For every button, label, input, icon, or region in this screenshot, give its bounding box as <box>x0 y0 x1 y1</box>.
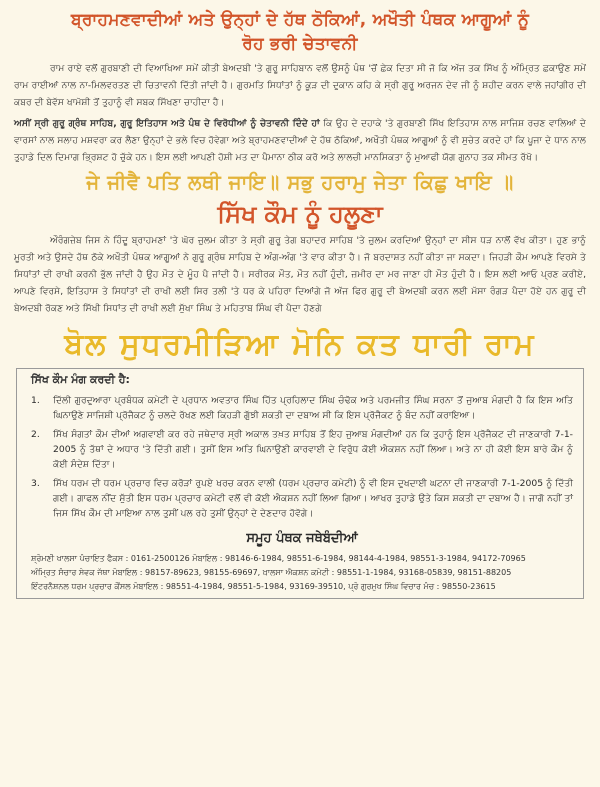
demand-text: ਸਿੱਖ ਸੰਗਤਾਂ ਕੌਮ ਦੀਆਂ ਅਗਵਾਈ ਕਰ ਰਹੇ ਜਥੇਦਾਰ ਸ੍ਰੀ ਅਕਾਲ ਤਖ਼ਤ ਸਾਹਿਬ ਤੋਂ ਇਹ ਜੁਆਬ ਮੰਗਦੀਆਂ ਹਨ ਕਿ ਤੁਹਾਨੂੰ ਇਸ ਪ੍ਰੋਜੈਕਟ ਦੀ ਜਾਣਕਾਰੀ 7-1-2005 ਨੂੰ ਤੱਥਾਂ ਦੇ ਅਧਾਰ 'ਤੇ ਦਿੱਤੀ ਗਈ। ਤੁਸੀਂ ਇਸ ਅਤਿ ਘਿਨਾਉਣੀ ਕਾਰਵਾਈ ਦੇ ਵਿਰੁੱਧ ਕੋਈ ਐਕਸ਼ਨ ਨਹੀਂ ਲਿਆ। ਅਤੇ ਨਾ ਹੀ ਕੋਈ ਇਸ ਬਾਰੇ ਕੌਮ ਨੂੰ ਕੋਈ ਸੰਦੇਸ਼ ਦਿੱਤਾ। <box>53 429 573 470</box>
contact-line: ਸ਼੍ਰੋਮਣੀ ਖਾਲਸਾ ਪੰਚਾਇਤ ਫੈਕਸ : 0161-2500126 ਮੋਬਾਇਲ : 98146-6-1984, 98551-6-1984, 98144-4-1984, 98551-3-1984, 94172-70965 <box>31 554 526 563</box>
demand-text: ਸਿੱਖ ਧਰਮ ਦੀ ਧਰਮ ਪ੍ਰਚਾਰ ਵਿਚ ਕਰੋੜਾਂ ਰੁਪਏ ਖਰਚ ਕਰਨ ਵਾਲੀ (ਧਰਮ ਪ੍ਰਚਾਰ ਕਮੇਟੀ) ਨੂੰ ਵੀ ਇਸ ਦੁਖਦਾਈ ਘਟਨਾ ਦੀ ਜਾਣਕਾਰੀ 7-1-2005 ਨੂੰ ਦਿੱਤੀ ਗਈ। ਗਾਫਲ ਨੀਂਦ ਸੁੱਤੀ ਇਸ ਧਰਮ ਪ੍ਰਚਾਰ ਕਮੇਟੀ ਵਲੋਂ ਵੀ ਕੋਈ ਐਕਸ਼ਨ ਨਹੀਂ ਲਿਆ ਗਿਆ। ਆਖਰ ਤੁਹਾਡੇ ਉਤੇ ਕਿਸ ਸ਼ਕਤੀ ਦਾ ਦਬਾਅ ਹੈ। ਜਾਗੋ ਨਹੀਂ ਤਾਂ ਜਿਸ ਸਿੱਖ ਕੌਮ ਦੀ ਮਾਇਆ ਨਾਲ ਤੁਸੀਂ ਪਲ ਰਹੇ ਤੁਸੀਂ ਉਨ੍ਹਾਂ ਦੇ ਦੇਣਦਾਰ ਹੋਵੋਗੇ। <box>53 478 573 519</box>
signatory: ਸਮੂਹ ਪੰਥਕ ਜਥੇਬੰਦੀਆਂ <box>246 531 358 546</box>
demands-box <box>16 368 584 599</box>
intro-p2-bold: ਅਸੀਂ ਸ੍ਰੀ ਗੁਰੂ ਗ੍ਰੰਥ ਸਾਹਿਬ, ਗੁਰੂ ਇਤਿਹਾਸ ਅਤੇ ਪੰਥ ਦੇ ਵਿਰੋਧੀਆਂ ਨੂੰ ਚੇਤਾਵਨੀ ਦਿੰਦੇ ਹਾਂ <box>14 118 320 129</box>
demands-title: ਸਿੱਖ ਕੌਮ ਮੰਗ ਕਰਦੀ ਹੈ: <box>31 373 130 386</box>
demand-item <box>31 427 573 472</box>
intro-paragraph-2 <box>14 115 586 166</box>
contacts-list <box>31 552 573 594</box>
demand-number: 3. <box>31 478 40 489</box>
title-line-1: ਬ੍ਰਾਹਮਣਵਾਦੀਆਂ ਅਤੇ ਉਨ੍ਹਾਂ ਦੇ ਹੱਥ ਠੋਕਿਆਂ, ਅਖੌਤੀ ਪੰਥਕ ਆਗੂਆਂ ਨੂੰ <box>70 10 530 30</box>
contact-line: ਇੰਟਰਨੈਸ਼ਨਲ ਧਰਮ ਪ੍ਰਚਾਰ ਕੌਂਸਲ ਮੋਬਾਇਲ : 98551-4-1984, 98551-5-1984, 93169-39510, ਪ੍ਰੋ ਗੁਰਮੁਖ ਸਿੰਘ ਵਿਚਾਰ ਮੰਚ : 98550-23615 <box>31 582 496 591</box>
demand-number: 1. <box>31 395 40 406</box>
slogan-banner: ਬੋਲ ਸੁਧਰਮੀੜਿਆ ਮੋਨਿ ਕਤ ਧਾਰੀ ਰਾਮ <box>64 327 536 362</box>
contact-line: ਅੰਮ੍ਰਿਤ ਸੰਚਾਰ ਸੇਵਕ ਜੱਥਾ ਮੋਬਾਇਲ : 98157-89623, 98155-69697, ਖ਼ਾਲਸਾ ਐਕਸ਼ਨ ਕਮੇਟੀ : 98551-1-1984, 93168-05839, 98151-88205 <box>31 568 512 577</box>
intro-p2-rest: ਕਿ ਉਹ ਦੇ ਦਹਾਕੇ 'ਤੇ ਗੁਰਬਾਣੀ ਸਿੱਖ ਇਤਿਹਾਸ ਨਾਲ ਸਾਜਿਸ਼ ਰਚਣ ਵਾਲਿਆਂ ਦੇ ਵਾਰਸਾਂ ਨਾਲ ਸਲਾਹ ਮਸ਼ਵਰਾ ਕਰ ਲੈਣਾ ਉਨ੍ਹਾਂ ਦੇ ਭਲੇ ਵਿਚ ਹੋਵੇਗਾ ਅਤੇ ਬ੍ਰਾਹਮਣਵਾਦੀਆਂ ਦੇ ਹੱਥ ਠੋਕਿਆਂ, ਅਖੌਤੀ ਪੰਥਕ ਆਗੂਆਂ ਨੂੰ ਵੀ ਸੁਚੇਤ ਕਰਦੇ ਹਾਂ ਕਿ ਪੂਜਾ ਦੇ ਧਾਨ ਨਾਲ ਤੁਹਾਡੇ ਦਿਲ ਦਿਮਾਗ ਭ੍ਰਿਸ਼ਟ ਹੋ ਚੁੱਕੇ ਹਨ। ਇਸ ਲਈ ਆਪਣੀ ਹੋਸ਼ੀ ਮਤ ਦਾ ਪੈਮਾਨਾ ਠੀਕ ਕਰੋ ਅਤੇ ਲਾਲਚੀ ਮਾਨਸਿਕਤਾ ਨੂੰ ਮੁਆਫੀ ਯੋਗ ਗੁਨਾਹ ਤਕ ਸੀਮਤ ਰੱਖੋ। <box>14 118 586 163</box>
title-line-2: ਰੋਹ ਭਰੀ ਚੇਤਾਵਨੀ <box>242 34 358 54</box>
gurbani-verse: ਜੇ ਜੀਵੈ ਪਤਿ ਲਥੀ ਜਾਇ॥ ਸਭੁ ਹਰਾਮੁ ਜੇਤਾ ਕਿਛੁ ਖਾਇ ॥ <box>86 170 514 194</box>
body-paragraph: ਔਰੰਗਜ਼ੇਬ ਜਿਸ ਨੇ ਹਿੰਦੂ ਬ੍ਰਾਹਮਣਾਂ 'ਤੇ ਘੋਰ ਜ਼ੁਲਮ ਕੀਤਾ ਤੇ ਸ੍ਰੀ ਗੁਰੂ ਤੇਗ ਬਹਾਦਰ ਸਾਹਿਬ 'ਤੇ ਜ਼ੁਲਮ ਕਰਦਿਆਂ ਉਨ੍ਹਾਂ ਦਾ ਸੀਸ ਧੜ ਨਾਲੋਂ ਵੱਖ ਕੀਤਾ। ਹੁਣ ਭਾਨੂੰ ਮੂਰਤੀ ਅਤੇ ਉਸਦੇ ਹੱਥ ਠੋਕੇ ਅਖੌਤੀ ਪੰਥਕ ਆਗੂਆਂ ਨੇ ਗੁਰੂ ਗ੍ਰੰਥ ਸਾਹਿਬ ਦੇ ਅੰਗ-ਅੰਗ 'ਤੇ ਵਾਰ ਕੀਤਾ ਹੈ। ਜੋ ਬਰਦਾਸ਼ਤ ਨਹੀਂ ਕੀਤਾ ਜਾ ਸਕਦਾ। ਜਿਹੜੀ ਕੌਮ ਆਪਣੇ ਵਿਰਸੇ ਤੇ ਸਿਧਾਂਤਾਂ ਦੀ ਰਾਖੀ ਕਰਨੀ ਭੁੱਲ ਜਾਂਦੀ ਹੈ ਉਹ ਮੌਤ ਦੇ ਮੂੰਹ ਪੈ ਜਾਂਦੀ ਹੈ। ਸਰੀਰਕ ਮੌਤ, ਮੌਤ ਨਹੀਂ ਹੁੰਦੀ, ਜ਼ਮੀਰ ਦਾ ਮਰ ਜਾਣਾ ਹੀ ਮੌਤ ਹੁੰਦੀ ਹੈ। ਇਸ ਲਈ ਆਓ ਪ੍ਰਣ ਕਰੀਏ, ਆਪਣੇ ਵਿਰਸੇ, ਇਤਿਹਾਸ ਤੇ ਸਿਧਾਂਤਾਂ ਦੀ ਰਾਖੀ ਲਈ ਸਿਰ ਤਲੀ 'ਤੇ ਧਰ ਕੇ ਪਹਿਰਾ ਦਿਆਂਗੇ ਜੋ ਅੱਜ ਫਿਰ ਗੁਰੂ ਦੀ ਬੇਅਦਬੀ ਕਰਨ ਲਈ ਮੱਸਾ ਰੰਗੜ ਪੈਦਾ ਹੋਏ ਹਨ ਗੁਰੂ ਦੀ ਬੇਅਦਬੀ ਰੋਕਣ ਅਤੇ ਸਿੱਖੀ ਸਿਧਾਂਤ ਦੀ ਰਾਖੀ ਲਈ ਸੁੱਖਾ ਸਿੰਘ ਤੇ ਮਹਿਤਾਬ ਸਿੰਘ ਵੀ ਪੈਦਾ ਹੋਣਗੇ <box>14 235 586 314</box>
demand-number: 2. <box>31 429 40 440</box>
demand-text: ਦਿੱਲੀ ਗੁਰਦੁਆਰਾ ਪ੍ਰਬੰਧਕ ਕਮੇਟੀ ਦੇ ਪ੍ਰਧਾਨ ਅਵਤਾਰ ਸਿੰਘ ਹਿੱਤ ਪ੍ਰਹਿਲਾਦ ਸਿੰਘ ਚੰਢੋਕ ਅਤੇ ਪਰਮਜੀਤ ਸਿੰਘ ਸਰਨਾ ਤੋਂ ਜੁਆਬ ਮੰਗਦੀ ਹੈ ਕਿ ਇਸ ਅਤਿ ਘਿਨਾਉਣੇ ਸਾਜਿਸ਼ੀ ਪ੍ਰੋਜੈਕਟ ਨੂੰ ਚਲਦੇ ਰੱਖਣ ਲਈ ਕਿਹੜੀ ਗੁੱਝੀ ਸ਼ਕਤੀ ਦਾ ਦਬਾਅ ਸੀ ਕਿ ਇਸ ਪ੍ਰੋਜੈਕਟ ਨੂੰ ਬੰਦ ਨਹੀਂ ਕਰਾਇਆ। <box>53 395 573 421</box>
page-title <box>14 8 586 56</box>
demand-item <box>31 393 573 423</box>
demand-item <box>31 476 573 521</box>
intro-paragraph-1: ਰਾਮ ਰਾਏ ਵਲੋਂ ਗੁਰਬਾਣੀ ਦੀ ਵਿਆਖਿਆ ਸਮੇਂ ਕੀਤੀ ਬੇਅਦਬੀ 'ਤੇ ਗੁਰੂ ਸਾਹਿਬਾਨ ਵਲੋਂ ਉਸਨੂੰ ਪੰਥ 'ਚੋਂ ਛੇਕ ਦਿਤਾ ਸੀ ਜੋ ਕਿ ਅੱਜ ਤਕ ਸਿੱਖ ਨੂੰ ਅੰਮ੍ਰਿਤ ਛਕਾਉਣ ਸਮੇਂ ਰਾਮ ਰਾਈਆਂ ਨਾਲ ਨਾ-ਮਿਲਵਰਤਣ ਦੀ ਚਿਤਾਵਨੀ ਦਿੱਤੀ ਜਾਂਦੀ ਹੈ। ਗੁਰਮਤਿ ਸਿਧਾਂਤਾਂ ਨੂੰ ਕੂੜ ਦੀ ਦੁਕਾਨ ਕਹਿ ਕੇ ਸ੍ਰੀ ਗੁਰੂ ਅਰਜਨ ਦੇਵ ਜੀ ਨੂੰ ਸ਼ਹੀਦ ਕਰਨ ਵਾਲੇ ਜਹਾਂਗੀਰ ਦੀ ਕਬਰ ਦੀ ਬੇਵੱਸ ਖਾਮੋਸ਼ੀ ਤੋਂ ਤੁਹਾਨੂੰ ਵੀ ਸਬਕ ਸਿੱਖਣਾ ਚਾਹੀਦਾ ਹੈ। <box>14 63 586 108</box>
sikh-kaum-heading: ਸਿੱਖ ਕੌਮ ਨੂੰ ਹਲੂਣਾ <box>217 200 383 228</box>
